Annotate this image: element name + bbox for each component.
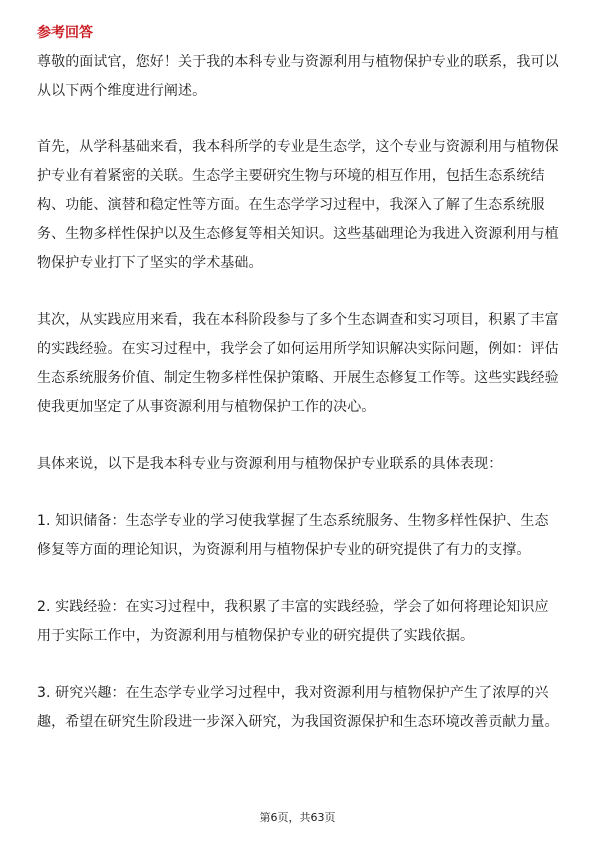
paragraph-practical-application: 其次，从实践应用来看，我在本科阶段参与了多个生态调查和实习项目，积累了丰富的实践经验。在实习过程中，我学会了如何运用所学知识解决实际问题，例如：评估生态系统服务价值、制定生物多样性保护策略、开展生态修复工作等。这些实践经验使我更加坚定了从事资源利用与植物保护工作的决心。 [37, 312, 559, 415]
page-number-footer: 第6页，共63页 [259, 811, 336, 824]
list-item-knowledge: 1. 知识储备：生态学专业的学习使我掌握了生态系统服务、生物多样性保护、生态修复等方面的理论知识，为资源利用与植物保护专业的研究提供了有力的支撑。 [37, 513, 549, 558]
list-item-practice: 2. 实践经验：在实习过程中，我积累了丰富的实践经验，学会了如何将理论知识应用于实际工作中，为资源利用与植物保护专业的研究提供了实践依据。 [37, 599, 549, 644]
list-item-research-interest: 3. 研究兴趣：在生态学专业学习过程中，我对资源利用与植物保护产生了浓厚的兴趣，希望在研究生阶段进一步深入研究，为我国资源保护和生态环境改善贡献力量。 [37, 685, 559, 730]
paragraph-academic-foundation: 首先，从学科基础来看，我本科所学的专业是生态学，这个专业与资源利用与植物保护专业有着紧密的关联。生态学主要研究生物与环境的相互作用，包括生态系统结构、功能、演替和稳定性等方面。在生态学学习过程中，我深入了解了生态系统服务、生物多样性保护以及生态修复等相关知识。这些基础理论为我进入资源利用与植物保护专业打下了坚实的学术基础。 [37, 139, 559, 271]
section-heading: 参考回答 [37, 25, 93, 41]
paragraph-specifics-intro: 具体来说，以下是我本科专业与资源利用与植物保护专业联系的具体表现： [37, 456, 503, 472]
paragraph-greeting: 尊敬的面试官，您好！关于我的本科专业与资源利用与植物保护专业的联系，我可以从以下两个维度进行阐述。 [37, 54, 559, 99]
